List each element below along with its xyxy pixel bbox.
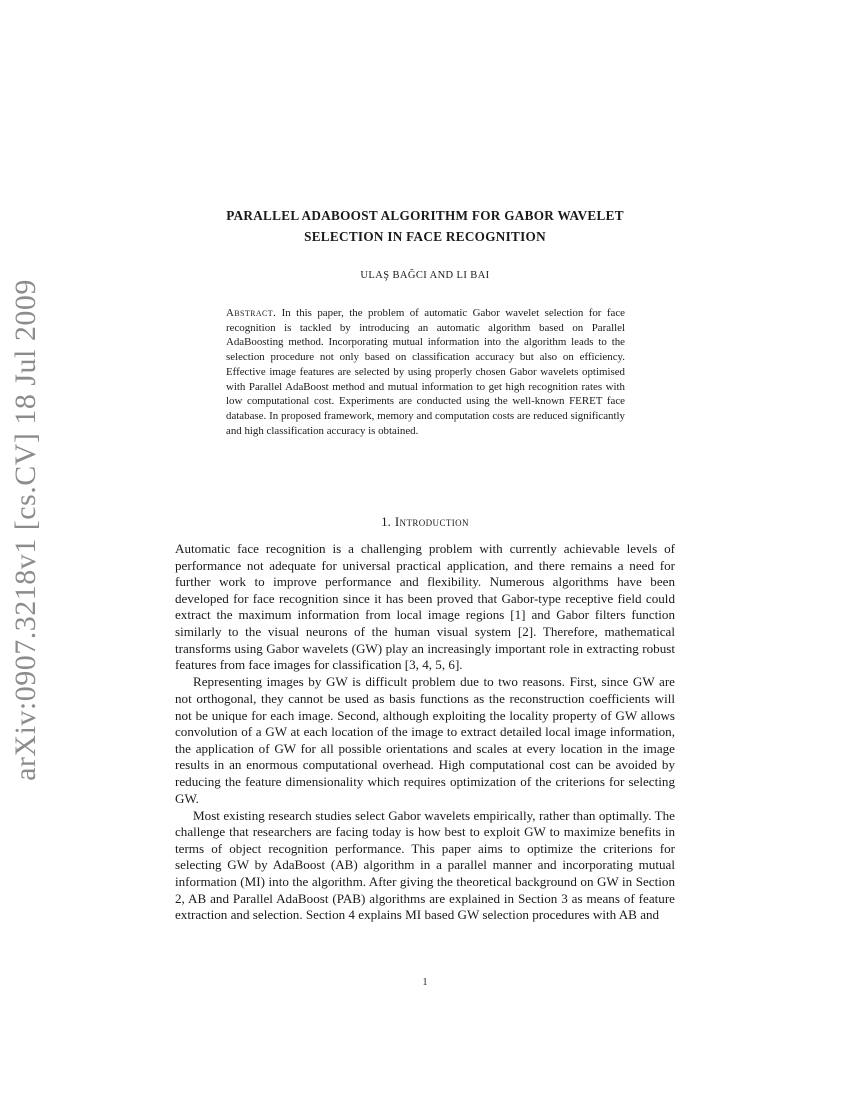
body-paragraph-3: Most existing research studies select Gabor wavelets empirically, rather than optimally. The challenge that researchers are facing today is how best to exploit GW to maximize benefits in terms of object recognition performance. This paper aims to optimize the criterions for selecting GW by AdaBoost (AB) algorithm in a parallel manner and incorporating mutual information (MI) into the algorithm. After giving the theoretical background on GW in Section 2, AB and Parallel AdaBoost (PAB) algorithms are explained in Section 3 as means of feature extraction and selection. Section 4 explains MI based GW selection procedures with AB and <box>175 807 675 923</box>
abstract-label: Abstract. <box>226 307 277 319</box>
body-text <box>175 541 675 924</box>
body-paragraph-1: Automatic face recognition is a challenging problem with currently achievable levels of performance not adequate for universal practical application, and there remains a need for further work to improve performance and flexibility. Numerous algorithms have been developed for face recognition since it has been proved that Gabor-type receptive field could extract the maximum information from local image regions [1] and Gabor filters function similarly to the visual neurons of the human visual system [2]. Therefore, mathematical transforms using Gabor wavelets (GW) play an increasingly important role in extracting robust features from face images for classification [3, 4, 5, 6]. <box>175 541 675 673</box>
arxiv-stamp-text: arXiv:0907.3218v1 [cs.CV] 18 Jul 2009 <box>9 279 43 781</box>
abstract <box>226 306 625 438</box>
body-paragraph-2: Representing images by GW is difficult problem due to two reasons. First, since GW are not orthogonal, they cannot be used as basis functions as the reconstruction coefficients will not be unique for each image. Second, although exploiting the locality property of GW allows convolution of a GW at each location of the image to extract detailed local image information, the application of GW for all possible orientations and scales at every location in the image results in an enormous computational overhead. High computational cost can be avoided by reducing the feature dimensionality which requires optimization of the criterions for selecting GW. <box>175 674 675 806</box>
page-number: 1 <box>422 977 428 988</box>
paper-title-line-1: PARALLEL ADABOOST ALGORITHM FOR GABOR WAVELET <box>226 208 624 223</box>
authors: ULAŞ BAĞCI AND LI BAI <box>360 270 490 281</box>
section-title: Introduction <box>394 514 469 529</box>
paper-title-line-2: SELECTION IN FACE RECOGNITION <box>304 229 546 244</box>
section-number: 1. <box>381 514 391 529</box>
arxiv-stamp <box>4 250 48 810</box>
paper-title <box>175 205 675 247</box>
section-heading <box>175 514 675 530</box>
abstract-text: In this paper, the problem of automatic Gabor wavelet selection for face recognition is tackled by introducing an automatic algorithm based on Parallel AdaBoosting method. Incorporating mutual information into the algorithm leads to the selection procedure not only based on classification accuracy but also on efficiency. Effective image features are selected by using properly chosen Gabor wavelets optimised with Parallel AdaBoost method and mutual information to get high recognition rates with low computational cost. Experiments are conducted using the well-known FERET face database. In proposed framework, memory and computation costs are reduced significantly and high classification accuracy is obtained. <box>226 307 625 437</box>
